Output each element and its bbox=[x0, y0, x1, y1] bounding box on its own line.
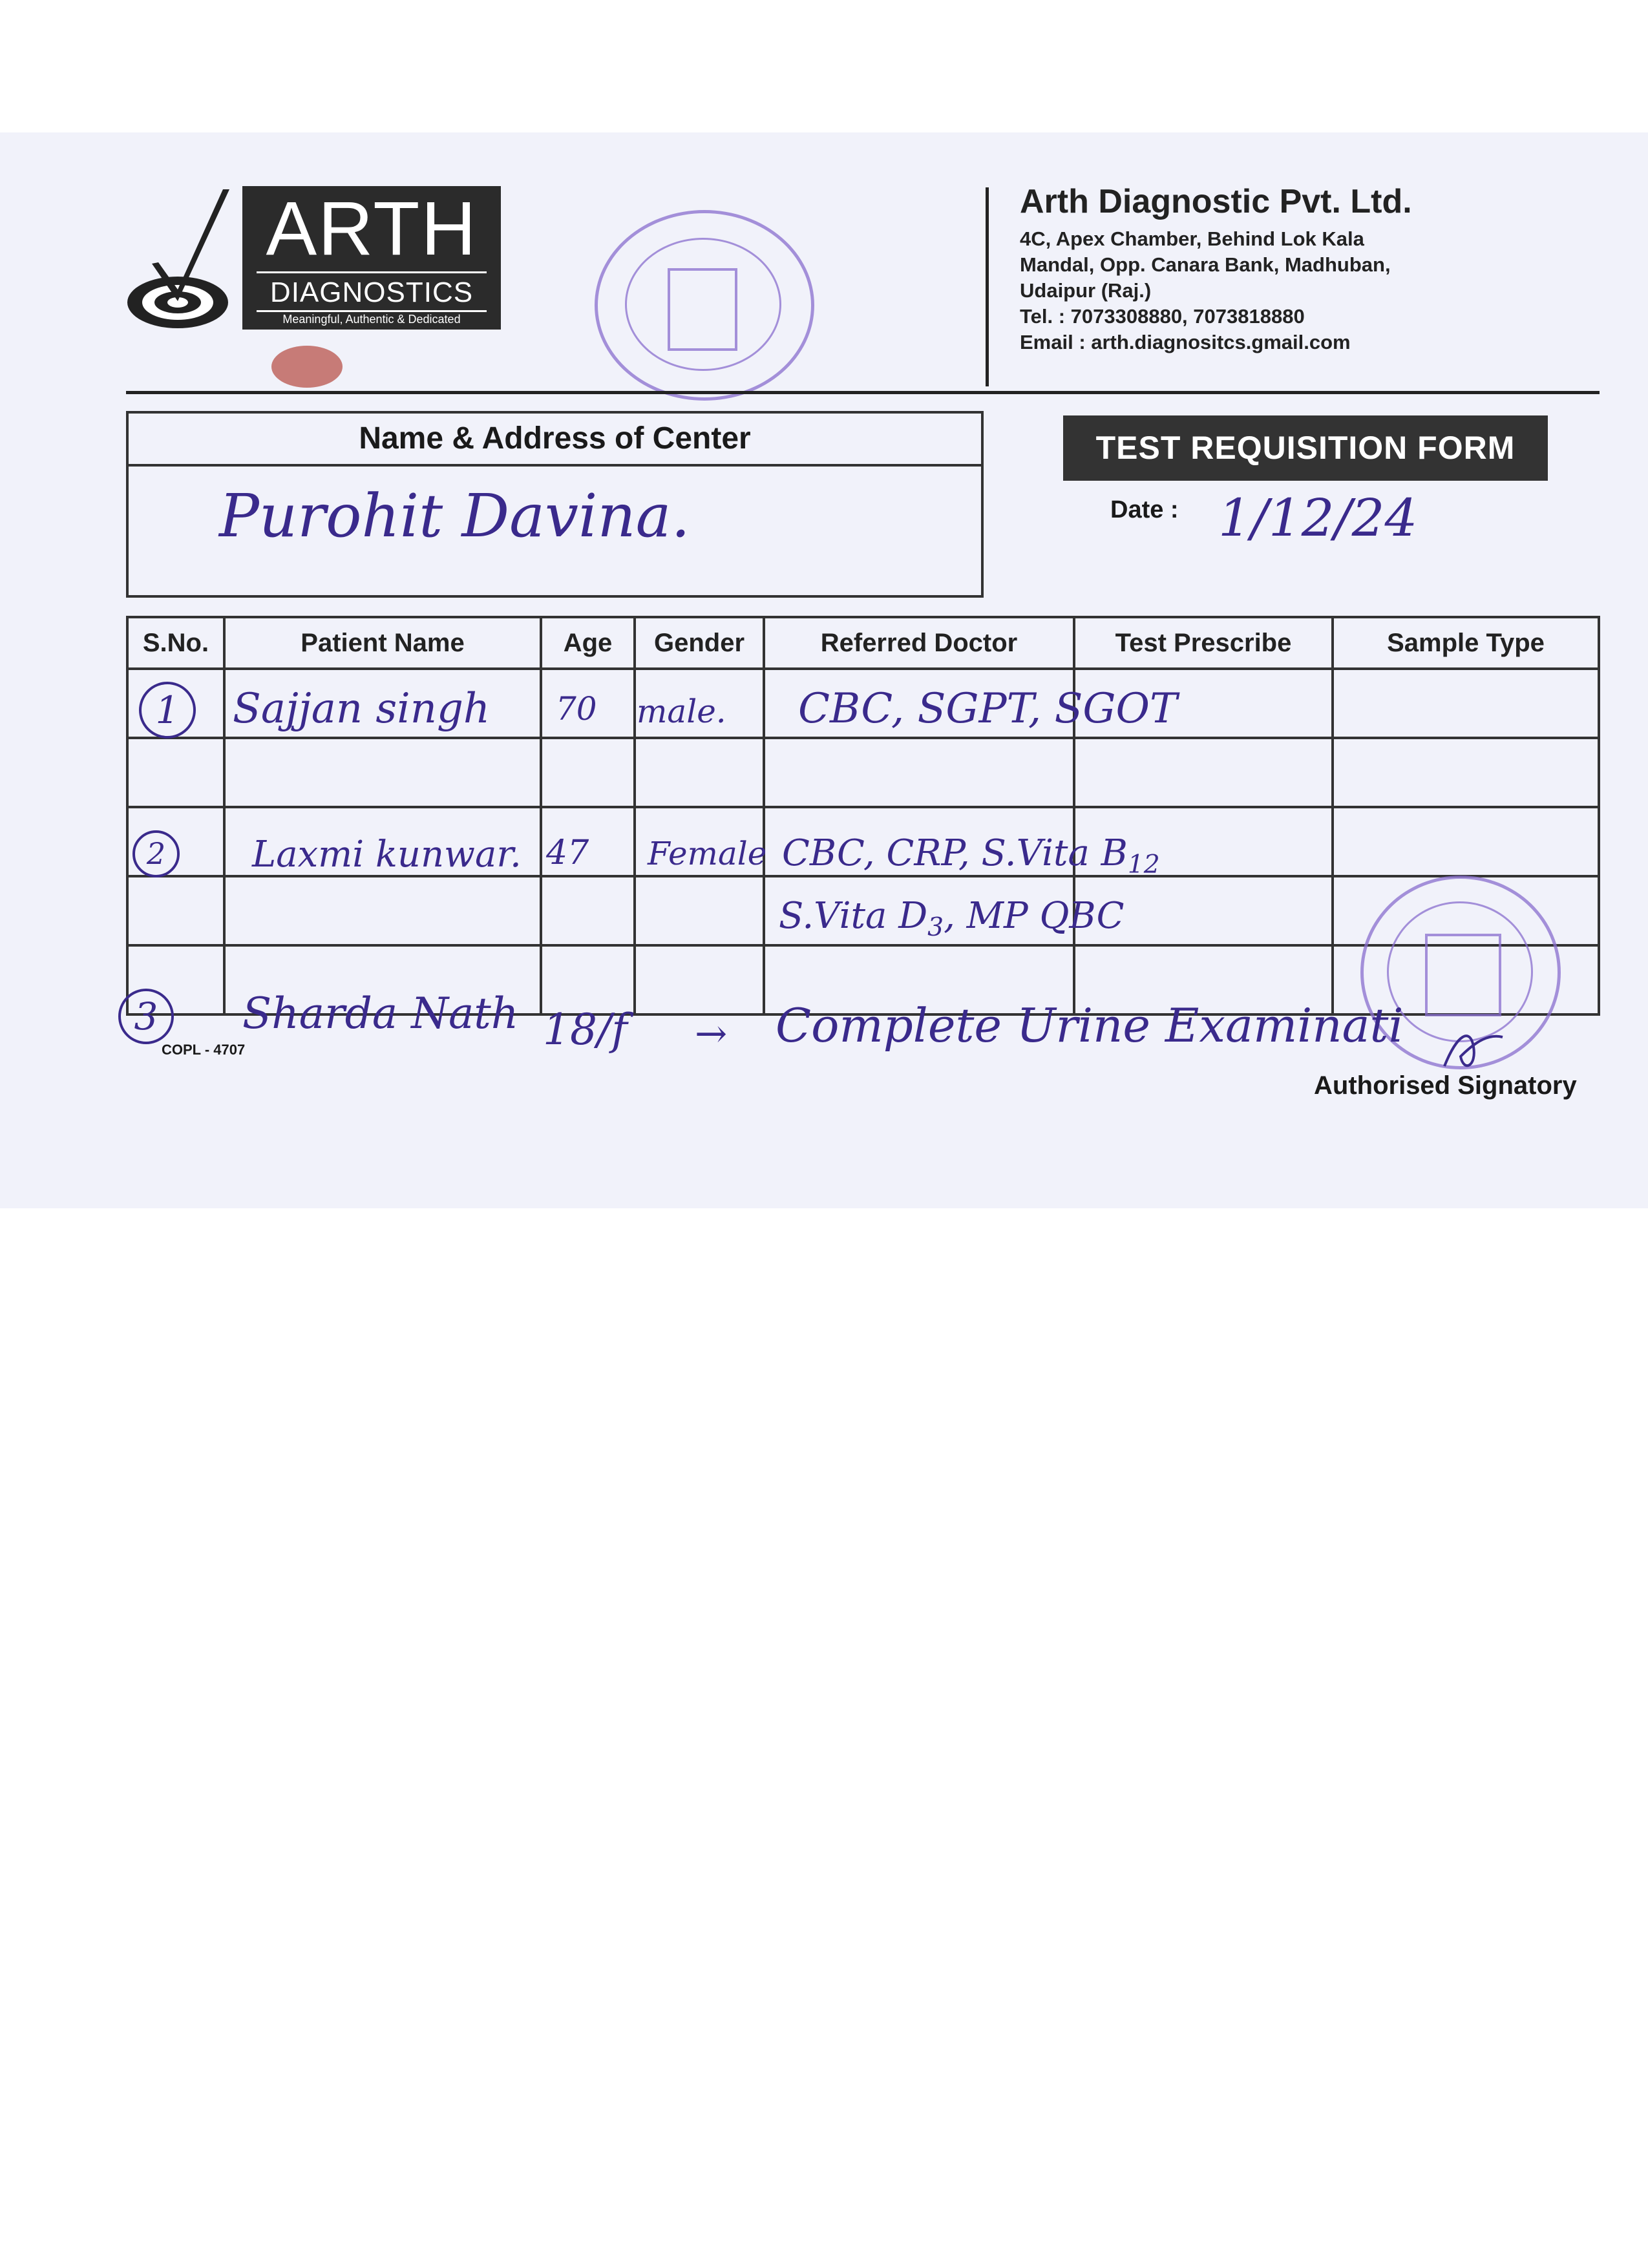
arrow-icon: → bbox=[695, 1011, 728, 1056]
logo-brand: ARTH bbox=[266, 186, 478, 271]
form-title: TEST REQUISITION FORM bbox=[1063, 415, 1548, 481]
center-box bbox=[126, 411, 984, 598]
center-value[interactable]: Purohit Davina. bbox=[219, 481, 690, 551]
address-line: 4C, Apex Chamber, Behind Lok Kala bbox=[1020, 227, 1364, 250]
logo-divider bbox=[257, 310, 487, 312]
logo-tagline: Meaningful, Authentic & Dedicated bbox=[282, 313, 461, 326]
col-header-age: Age bbox=[541, 617, 635, 669]
entry-2-tests-line2[interactable]: S.Vita $D_3$, MP QBC bbox=[779, 895, 1125, 942]
ink-smudge bbox=[271, 346, 343, 388]
phone-line: Tel. : 7073308880, 7073818880 bbox=[1020, 305, 1305, 328]
logo-sub: DIAGNOSTICS bbox=[269, 277, 474, 308]
logo bbox=[242, 186, 501, 330]
date-label: Date : bbox=[1110, 496, 1179, 523]
entry-2-sno[interactable]: 2 bbox=[132, 830, 180, 877]
email-line: Email : arth.diagnositcs.gmail.com bbox=[1020, 331, 1351, 353]
col-header-sample-type: Sample Type bbox=[1333, 617, 1599, 669]
entry-2-gender[interactable]: Female bbox=[648, 835, 767, 872]
col-header-sno: S.No. bbox=[127, 617, 224, 669]
entry-1-tests[interactable]: CBC, SGPT, SGOT bbox=[798, 685, 1178, 733]
entry-1-age[interactable]: 70 bbox=[556, 690, 597, 728]
hospital-stamp bbox=[595, 210, 814, 401]
entry-3-age-gender[interactable]: 18/f bbox=[543, 1005, 628, 1055]
center-heading: Name & Address of Center bbox=[129, 414, 981, 467]
signature-mark bbox=[1438, 1021, 1509, 1079]
logo-target-icon bbox=[126, 186, 242, 331]
form-code: COPL - 4707 bbox=[162, 1042, 246, 1058]
entry-3-name[interactable]: Sharda Nath bbox=[242, 989, 519, 1038]
table-header-row bbox=[127, 617, 1599, 669]
company-address bbox=[1020, 226, 1391, 355]
col-header-gender: Gender bbox=[635, 617, 764, 669]
entry-2-age[interactable]: 47 bbox=[546, 834, 589, 872]
address-line: Mandal, Opp. Canara Bank, Madhuban, bbox=[1020, 253, 1391, 276]
company-name: Arth Diagnostic Pvt. Ltd. bbox=[1020, 183, 1412, 220]
entry-3-sno[interactable]: 3 bbox=[118, 989, 174, 1044]
table-row bbox=[127, 738, 1599, 807]
entry-1-sno[interactable]: 1 bbox=[139, 682, 196, 739]
entry-2-tests-line1[interactable]: CBC, CRP, S.Vita $B_{12}$ bbox=[782, 832, 1160, 879]
header-rule bbox=[126, 391, 1600, 394]
entry-1-gender[interactable]: male. bbox=[637, 693, 726, 730]
entry-2-name[interactable]: Laxmi kunwar. bbox=[252, 834, 522, 876]
col-header-patient-name: Patient Name bbox=[224, 617, 541, 669]
entry-1-name[interactable]: Sajjan singh bbox=[233, 685, 491, 733]
date-value[interactable]: 1/12/24 bbox=[1218, 488, 1418, 548]
logo-divider bbox=[257, 271, 487, 273]
entry-3-test[interactable]: Complete Urine Examinati bbox=[776, 998, 1404, 1053]
address-line: Udaipur (Raj.) bbox=[1020, 279, 1152, 302]
col-header-referred-doctor: Referred Doctor bbox=[764, 617, 1074, 669]
authorised-signatory-label: Authorised Signatory bbox=[1314, 1071, 1577, 1100]
header-divider bbox=[986, 187, 989, 386]
col-header-test-prescribe: Test Prescribe bbox=[1074, 617, 1333, 669]
